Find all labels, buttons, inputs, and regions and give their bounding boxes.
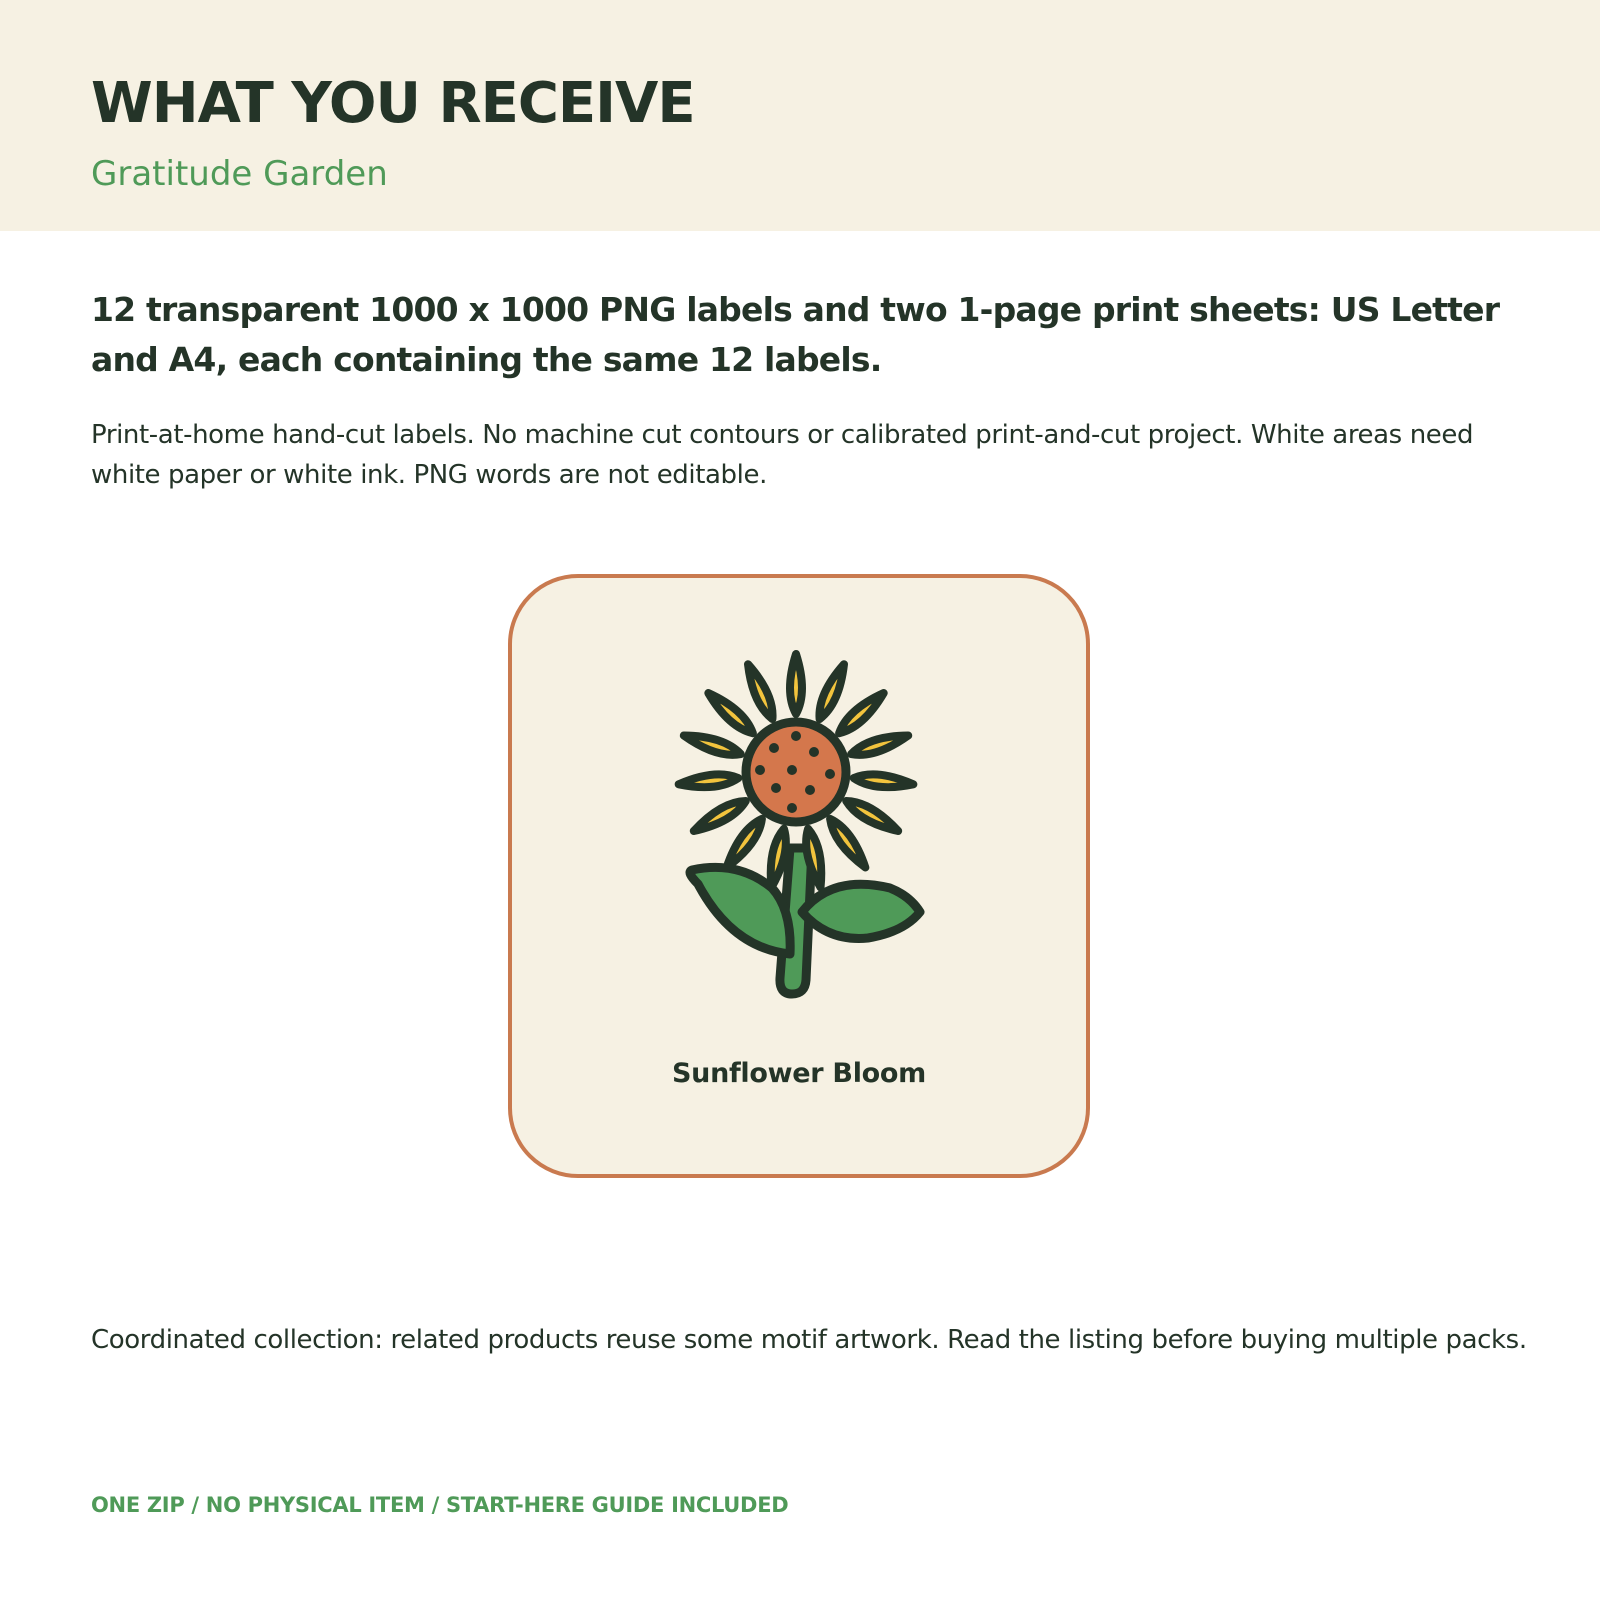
- page-title: WHAT YOU RECEIVE: [91, 71, 695, 136]
- lead-text: 12 transparent 1000 x 1000 PNG labels and two 1-page print sheets: US Letter and A4, each containing the same 12 labels.: [91, 290, 1500, 379]
- details-text: Print-at-home hand-cut labels. No machine cut contours or calibrated print-and-cut project. White areas need white paper or white ink. PNG words are not editable.: [91, 420, 1474, 490]
- label-card: [508, 574, 1090, 1178]
- footer-tagline: ONE ZIP / NO PHYSICAL ITEM / START-HERE GUIDE INCLUDED: [91, 1493, 789, 1517]
- collection-note: Coordinated collection: related products reuse some motif artwork. Read the listing before buying multiple packs.: [91, 1325, 1527, 1355]
- page-subtitle: Gratitude Garden: [91, 154, 388, 194]
- card-caption: Sunflower Bloom: [672, 1058, 926, 1089]
- sunflower-icon: [672, 648, 934, 1008]
